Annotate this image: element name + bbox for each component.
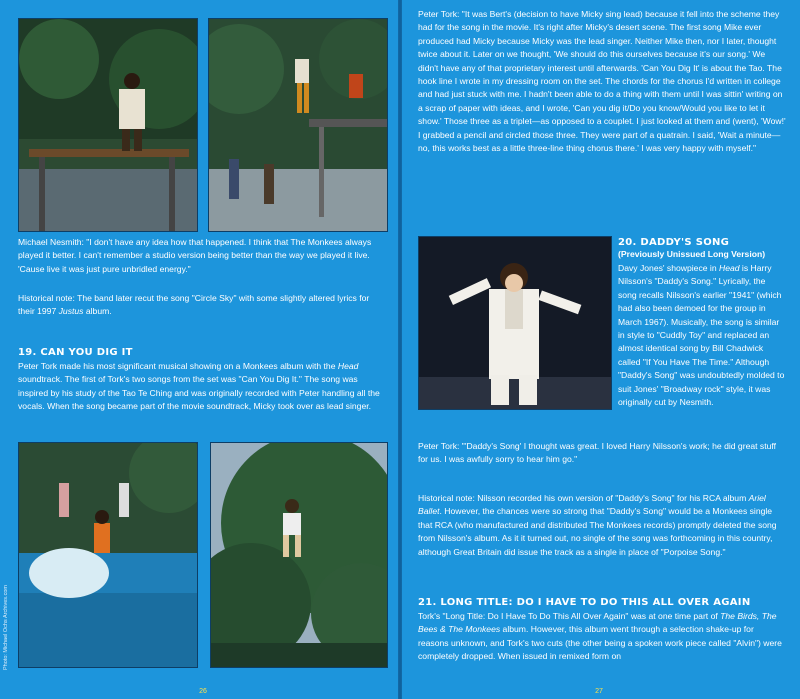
photo-credit: Photo: Michael Ochs Archives.com xyxy=(3,585,9,670)
right-page xyxy=(402,0,800,699)
section-21-text: Tork's "Long Title: Do I Have To Do This All Over Again" was at one time part of The Birds, The Bees & The Monkees album. However, this album went through a selection shake-up for reasons unknown, and Tork's two cuts (the other being a spoken work piece called "Alvin") were completely dropped. When issued in remixed form on xyxy=(418,611,782,662)
photo-pool-splash xyxy=(18,442,198,668)
section-20-heading: 20. DADDY'S SONG xyxy=(618,237,730,248)
section-19-heading: 19. CAN YOU DIG IT xyxy=(18,347,133,358)
historical-note-circle-sky: Historical note: The band later recut the song "Circle Sky" with some slightly altered lyrics for their 1997 Justus album. xyxy=(18,293,370,317)
tork-quote-can-you-dig-it: Peter Tork: "It was Bert's (decision to have Micky sing lead) because it fell into the scheme they had for the song in the movie. It's right after Micky's desert scene. The first song Mike ever produced had Micky because Micky was the lead singer. Neither Mike then, nor I later, thought twice about it. Later on we thought, 'We should do this ourselves because it's our song.' We didn't have any of that proprietary interest until afterwards. 'Can You Dig It' is about the Tao. The hook line I wrote in my dressing room on the set. The chords for the chorus I'd written in college and had just stuck with me. I hadn't been able to do a thing with them until I was sittin' writing on a scrap of paper with ideas, and I wrote, 'Can you dig it/Do you know/Would you like to let it show.' Those three as a triplet—as opposed to a couplet. I just looked at them and (went), 'Wow!' I grabbed a pencil and circled those three. They were part of a quatrain. I said, 'Wait a minute—no, this works best as a little three-line thing chorus there.' I was very happy with myself." xyxy=(418,9,786,154)
photo-diving-board-1 xyxy=(18,18,198,232)
section-20-text-a: Davy Jones' showpiece in Head is Harry Nilsson's "Daddy's Song." Lyrically, the song recalls Nilsson's earlier "1941" (which had also been demoed for the group in March 1967). Musically, the song is similar in style to "Cuddly Toy" and replaced an almost identical song by Bill Chadwick called "If You Have The Time." Although "Daddy's Song" was undoubtedly molded to suit Jones' "Broadway rock" style, it was originally cut by Nesmith. xyxy=(618,263,785,408)
section-21-heading: 21. LONG TITLE: DO I HAVE TO DO THIS ALL OVER AGAIN xyxy=(418,597,751,608)
photo-davy-jones xyxy=(418,236,612,410)
page-number-left: 26 xyxy=(199,688,207,695)
left-page xyxy=(0,0,398,699)
photo-diving-board-2 xyxy=(208,18,388,232)
section-20-subheading: (Previously Unissued Long Version) xyxy=(618,249,766,259)
historical-note-ariel-ballet: Historical note: Nilsson recorded his own version of "Daddy's Song" for his RCA album Ariel Ballet. However, the chances were so strong that "Daddy's Song" would be a Monkees single that RCA (who manufactured and distributed The Monkees records) promptly deleted the song from Nilsson's album. As it it turned out, no single of the song was forthcoming in this country, although Great Britain did issue the track as a single in place of "Porpoise Song." xyxy=(418,493,777,557)
tork-quote-daddys-song: Peter Tork: "'Daddy's Song' I thought was great. I loved Harry Nilsson's work; he did great stuff for us. I was awfully sorry to hear him go." xyxy=(418,441,776,465)
nesmith-quote: Michael Nesmith: "I don't have any idea how that happened. I think that The Monkees always played it better. I can't remember a studio version being better than the way we played it live. 'Cause live it was just pure unbridled energy." xyxy=(18,237,372,274)
page-number-right: 27 xyxy=(595,688,603,695)
photo-jump-tree xyxy=(210,442,388,668)
section-19-text: Peter Tork made his most significant musical showing on a Monkees album with the Head soundtrack. The first of Tork's two songs from the set was "Can You Dig It." The song was inspired by his study of the Tao Te Ching and was originally recorded with Peter handling all the vocals. When the song became part of the movie soundtrack, Micky took over as lead singer. xyxy=(18,361,380,412)
